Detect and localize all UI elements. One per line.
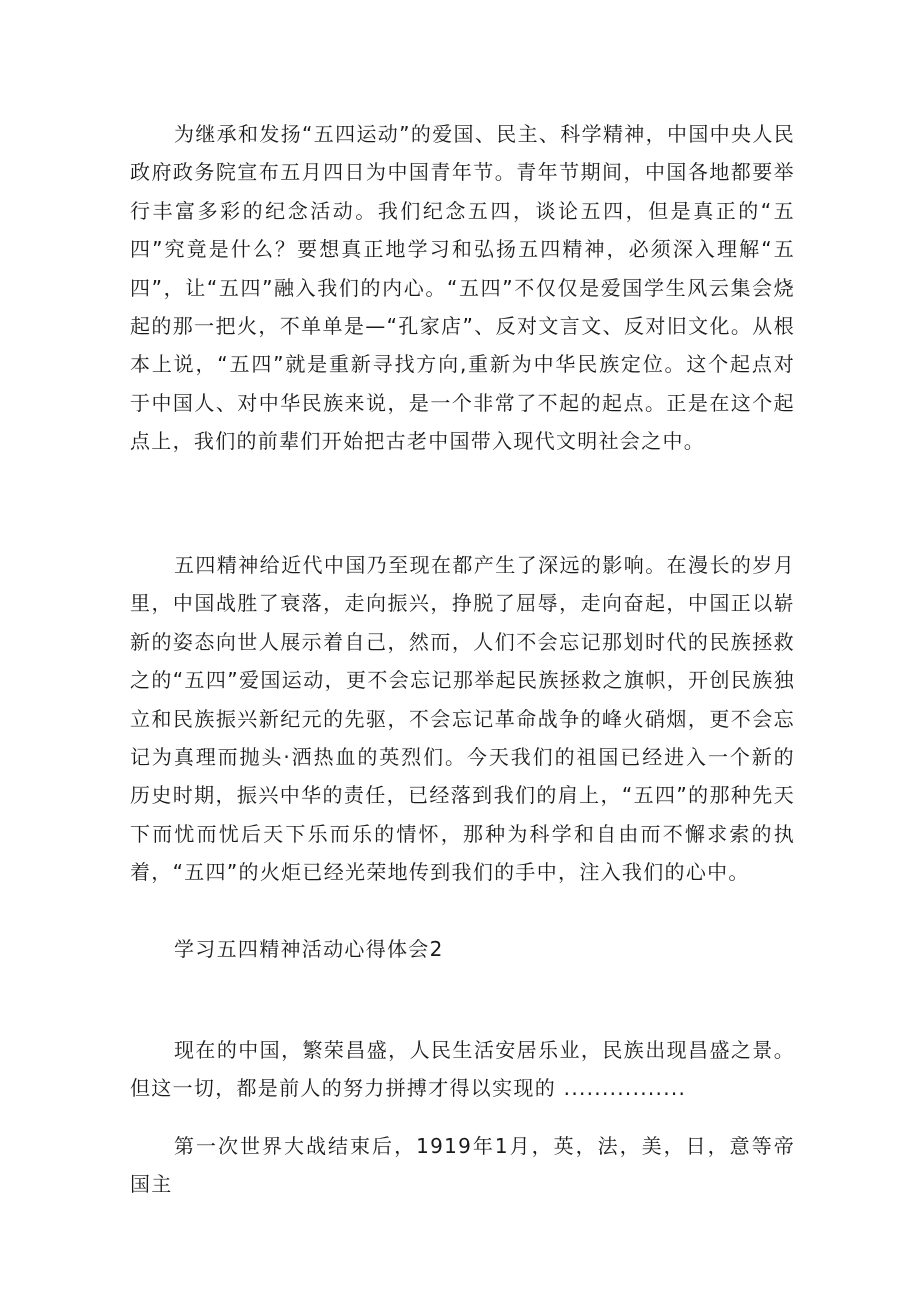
paragraph-2: 五四精神给近代中国乃至现在都产生了深远的影响。在漫长的岁月里，中国战胜了衰落，走向振兴，挣脱了屈辱，走向奋起，中国正以崭新的姿态向世人展示着自己，然而，人们不会忘记那划时代的民族拯救之的“五四”爱国运动，更不会忘记那举起民族拯救之旗帜，开创民族独立和民族振兴新纪元的先驱，不会忘记革命战争的峰火硝烟，更不会忘记为真理而抛头·洒热血的英烈们。今天我们的祖国已经进入一个新的历史时期，振兴中华的责任，已经落到我们的肩上，“五四”的那种先天下而忧而忧后天下乐而乐的情怀，那种为科学和自由而不懈求索的执着，“五四”的火炬已经光荣地传到我们的手中，注入我们的心中。	[130, 553, 795, 885]
paragraph-1: 为继承和发扬“五四运动”的爱国、民主、科学精神，中国中央人民政府政务院宣布五月四日为中国青年节。青年节期间，中国各地都要举行丰富多彩的纪念活动。我们纪念五四，谈论五四，但是真正的“五四”究竟是什么？要想真正地学习和弘扬五四精神，必须深入理解“五四”，让“五四”融入我们的内心。“五四”不仅仅是爱国学生风云集会烧起的那一把火，不单单是—“孔家店”、反对文言文、反对旧文化。从根本上说，“五四”就是重新寻找方向,重新为中华民族定位。这个起点对于中国人、对中华民族来说，是一个非常了不起的起点。正是在这个起点上，我们的前辈们开始把古老中国带入现代文明社会之中。	[130, 122, 795, 454]
paragraph-4: 第一次世界大战结束后，1919年1月，英，法，美，日，意等帝国主	[130, 1134, 795, 1197]
section-heading: 学习五四精神活动心得体会2	[174, 937, 444, 961]
paragraph-3: 现在的中国，繁荣昌盛，人民生活安居乐业，民族出现昌盛之景。但这一切，都是前人的努力拼搏才得以实现的 ................	[130, 1038, 795, 1101]
